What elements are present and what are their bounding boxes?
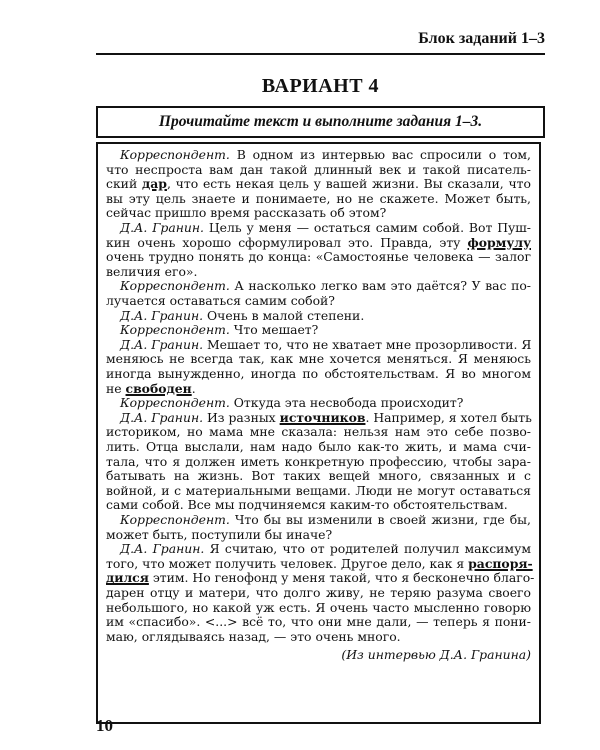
- text-line: очень трудно понять до конца: «Самостоянье человека — залог: [106, 249, 531, 265]
- text-line: лучается оставаться самим собой?: [106, 293, 335, 308]
- text-line: войной, и с материальными вещами. Люди не могут оставаться: [106, 482, 531, 498]
- text-line: того, что может получить человек. Другое дело, как я распоря-: [106, 555, 533, 571]
- text-line: Корреспондент. В одном из интервью вас спросили о том,: [120, 147, 531, 162]
- text-line: сейчас пришло время рассказать об этом?: [106, 205, 387, 221]
- text-line: величия его».: [106, 263, 198, 279]
- text-line: Корреспондент. Что мешает?: [120, 322, 319, 338]
- text-line: небольшого, но какой уж есть. Я очень часто мысленно говорю: [106, 599, 531, 615]
- text-line: иногда вынужденно, иногда по обстоятельствам. Я во многом: [106, 366, 531, 381]
- text-line: историком, но мама мне сказала: нельзя нам это себе позво-: [106, 424, 531, 440]
- text-line: сами собой. Все мы подчиняемся каким-то обстоятельствам.: [106, 497, 508, 513]
- text-line: тала, что я должен иметь конкретную профессию, чтобы зара-: [106, 453, 531, 469]
- keyword-underlined: дар: [142, 176, 167, 192]
- speaker-label: Д.А. Гранин.: [120, 409, 204, 425]
- text-line: дился этим. Но генофонд у меня такой, что я бесконечно благо-: [106, 570, 535, 586]
- text-line: батывать на жизнь. Вот таких вещей много, связанных и с: [106, 468, 531, 484]
- instruction-box: [96, 106, 545, 138]
- text-line: Д.А. Гранин. Из разных источников. Например, я хотел быть: [120, 409, 532, 425]
- keyword-underlined: формулу: [467, 234, 531, 250]
- source-attribution: (Из интервью Д.А. Гранина): [341, 647, 531, 663]
- text-line: лить. Отца выслали, нам надо было как-то жить, и мама счи-: [106, 439, 531, 454]
- text-line: ский дар, что есть некая цель у вашей жизни. Вы сказали, что: [106, 176, 532, 192]
- text-line: Корреспондент. Откуда эта несвобода происходит?: [120, 395, 464, 411]
- speaker-label: Корреспондент.: [120, 512, 230, 527]
- header-divider: [96, 53, 545, 55]
- text-line: вы эту цель знаете и понимаете, но не скажете. Может быть,: [106, 190, 531, 206]
- text-line: Д.А. Гранин. Мешает то, что не хватает мне прозорливости. Я: [120, 336, 532, 352]
- speaker-label: Д.А. Гранин.: [120, 336, 204, 352]
- text-line: Д.А. Гранин. Я считаю, что от родителей получил максимум: [120, 541, 531, 557]
- text-line: кин очень хорошо сформулировал это. Правда, эту формулу: [106, 234, 531, 250]
- text-line: Корреспондент. А насколько легко вам это даётся? У вас по-: [120, 278, 531, 294]
- block-header: Блок заданий 1–3: [418, 30, 545, 47]
- speaker-label: Д.А. Гранин.: [120, 541, 205, 557]
- keyword-underlined: распоря-: [468, 555, 533, 571]
- speaker-label: Корреспондент.: [120, 147, 230, 162]
- keyword-underlined: дился: [106, 570, 149, 586]
- text-line: не свободен.: [106, 380, 196, 396]
- text-line: Д.А. Гранин. Очень в малой степени.: [120, 307, 365, 323]
- text-line: Корреспондент. Что бы вы изменили в своей жизни, где бы,: [120, 512, 531, 527]
- variant-title: ВАРИАНТ 4: [261, 75, 380, 97]
- text-line: дарен отцу и матери, что долго живу, не теряю разума своего: [106, 585, 531, 600]
- instruction-text: Прочитайте текст и выполните задания 1–3.: [158, 113, 483, 130]
- text-line: может быть, поступили бы иначе?: [106, 526, 333, 542]
- keyword-underlined: источников: [279, 409, 366, 425]
- speaker-label: Корреспондент.: [120, 395, 230, 411]
- text-line: им «спасибо». <...> всё то, что они мне дали, — теперь я пони-: [106, 614, 531, 630]
- text-line: маю, оглядываясь назад, — это очень много.: [106, 628, 401, 644]
- speaker-label: Д.А. Гранин.: [120, 307, 204, 323]
- text-line: Д.А. Гранин. Цель у меня — остаться самим собой. Вот Пуш-: [120, 220, 531, 235]
- speaker-label: Корреспондент.: [120, 322, 230, 338]
- speaker-label: Д.А. Гранин.: [120, 220, 204, 235]
- page-number: 10: [96, 716, 113, 735]
- speaker-label: Корреспондент.: [120, 278, 230, 294]
- text-line: меняюсь не всегда так, как мне хочется меняться. Я меняюсь: [106, 351, 531, 367]
- text-line: что неспроста вам дан такой длинный век и такой писатель-: [106, 161, 531, 177]
- keyword-underlined: свободен: [125, 380, 192, 396]
